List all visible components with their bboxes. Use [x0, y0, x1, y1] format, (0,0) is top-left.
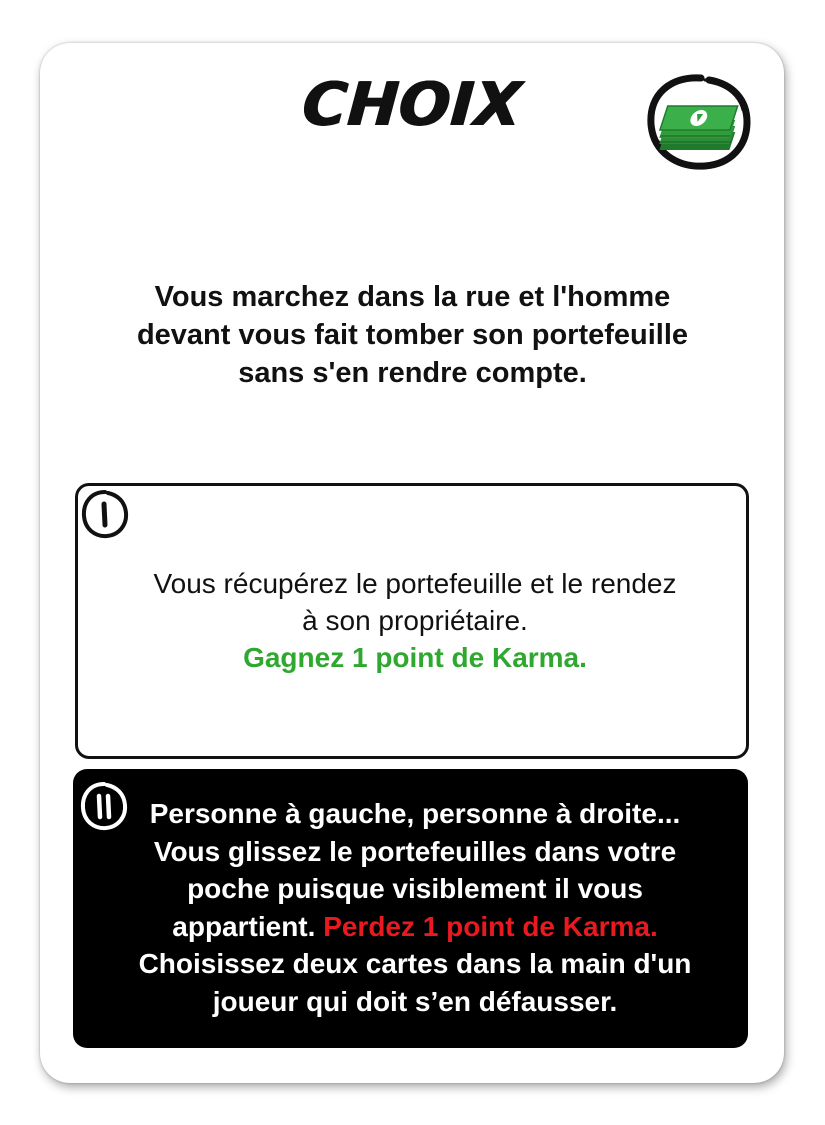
option-line: poche puisque visiblement il vous: [187, 873, 643, 904]
option-line: [95, 908, 735, 946]
scenario-line: sans s'en rendre compte.: [238, 357, 587, 389]
option-line: Personne à gauche, personne à droite...: [149, 798, 681, 829]
option-line: à son propriétaire.: [302, 605, 528, 636]
karma-gain-text: Gagnez 1 point de Karma.: [243, 642, 587, 673]
option-line: joueur qui doit s’en défausser.: [212, 985, 618, 1017]
card-title: CHOIX: [300, 70, 525, 140]
roman-numeral-one-icon: [78, 487, 132, 541]
option-line: Vous récupérez le portefeuille et le rendez: [153, 568, 677, 599]
option-one-text: [100, 565, 730, 676]
option-line: Choisissez deux cartes dans la main d'un: [138, 948, 692, 979]
scenario-text: [90, 278, 735, 392]
money-stack-icon: [643, 72, 753, 172]
option-line-prefix: appartient.: [172, 910, 324, 942]
option-two-text: [95, 795, 735, 1020]
scenario-line: devant vous fait tomber son portefeuille: [136, 319, 689, 351]
scenario-line: Vous marchez dans la rue et l'homme: [154, 281, 671, 313]
option-line: Vous glissez le portefeuilles dans votre: [153, 835, 677, 867]
karma-loss-text: Perdez 1 point de Karma.: [323, 910, 658, 942]
